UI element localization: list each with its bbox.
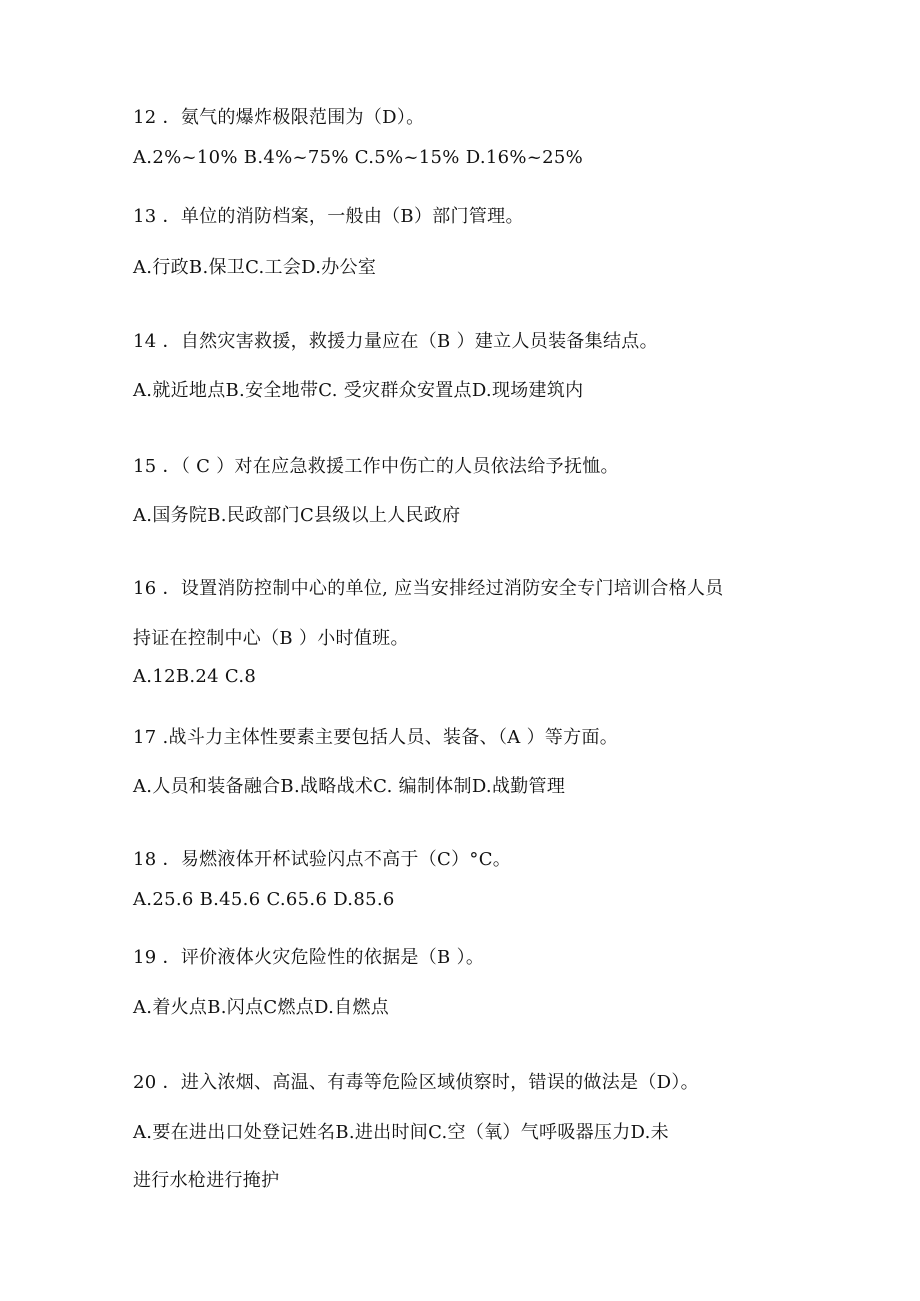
options-18: A.25.6 B.45.6 C.65.6 D.85.6 <box>133 889 395 910</box>
options-14: A.就近地点B.安全地带C. 受灾群众安置点D.现场建筑内 <box>133 380 584 401</box>
options-19: A.着火点B.闪点C燃点D.自燃点 <box>133 997 390 1018</box>
options-12: A.2%~10% B.4%~75% C.5%~15% D.16%~25% <box>133 147 584 168</box>
question-16-line-2: 持证在控制中心（B ）小时值班。 <box>133 628 409 649</box>
question-20: 20 ．进入浓烟、高温、有毒等危险区域侦察时，错误的做法是（D）。 <box>133 1072 699 1093</box>
question-13: 13 ．单位的消防档案，一般由（B）部门管理。 <box>133 206 524 227</box>
question-19: 19 ．评价液体火灾危险性的依据是（B ）。 <box>133 947 485 968</box>
options-13: A.行政B.保卫C.工会D.办公室 <box>133 257 377 278</box>
question-14: 14 ．自然灾害救援，救援力量应在（B ）建立人员装备集结点。 <box>133 331 658 352</box>
options-20-line-2: 进行水枪进行掩护 <box>133 1170 280 1191</box>
options-20-line-1: A.要在进出口处登记姓名B.进出时间C.空（氧）气呼吸器压力D.未 <box>133 1122 669 1143</box>
question-18: 18 ．易燃液体开杯试验闪点不高于（C）°C。 <box>133 849 512 870</box>
options-16: A.12B.24 C.8 <box>133 666 257 687</box>
question-17: 17 .战斗力主体性要素主要包括人员、装备、（A ）等方面。 <box>133 727 619 748</box>
options-17: A.人员和装备融合B.战略战术C. 编制体制D.战勤管理 <box>133 776 566 797</box>
options-15: A.国务院B.民政部门C县级以上人民政府 <box>133 505 461 526</box>
question-12: 12 ．氨气的爆炸极限范围为（D）。 <box>133 107 425 128</box>
question-15: 15 ．（ C ）对在应急救援工作中伤亡的人员依法给予抚恤。 <box>133 456 619 477</box>
question-16-line-1: 16 ．设置消防控制中心的单位, 应当安排经过消防安全专门培训合格人员 <box>133 578 724 599</box>
